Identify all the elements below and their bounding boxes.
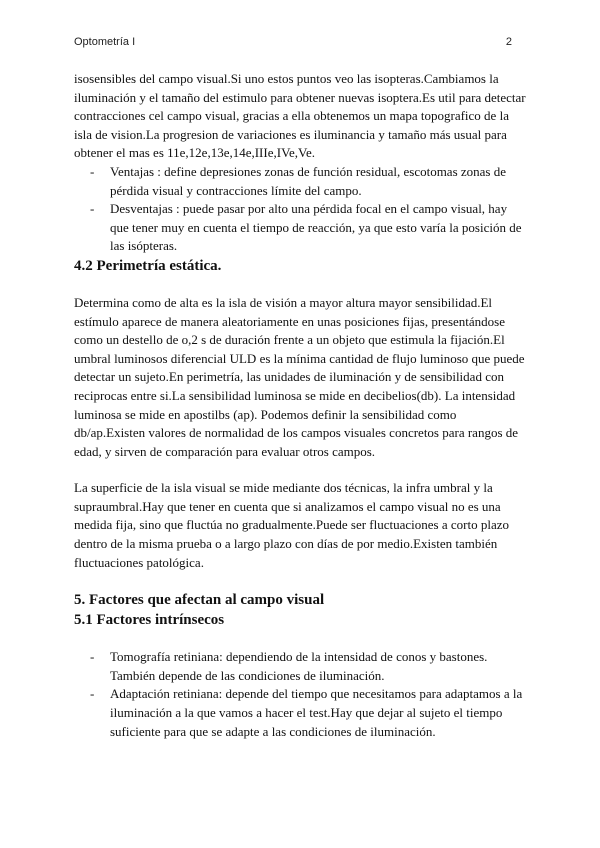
list-item: [90, 685, 528, 741]
spacer: [74, 630, 528, 648]
static-perimetry-paragraph: Determina como de alta es la isla de visión a mayor altura mayor sensibilidad.El estímulo aparece de manera aleatoriamente en unas posiciones fijas, presentándose como un destello de o,2 s de duración frente a un objeto que estimula la fijación.El umbral luminosos diferencial ULD es la mínima cantidad de flujo luminoso que puede detectar un sujeto.En perimetría, las unidades de iluminación y de sensibilidad con reciprocas entre si.La sensibilidad luminosa se mide en decibelios(db). La intensidad luminosa se mide en apostilbs (ap). Podemos definir la sensibilidad como db/ap.Existen valores de normalidad de los campos visuales concretos para rangos de edad, y sirven de comparación para evaluar otros campos.: [74, 294, 525, 459]
document-body: [74, 70, 528, 741]
page-header: [74, 36, 512, 50]
list-bullet: -: [90, 163, 95, 179]
section-heading-5: 5. Factores que afectan al campo visual: [74, 592, 325, 609]
list-item-text: Adaptación retiniana: depende del tiempo que necesitamos para adaptamos a la iluminación a la que vamos a hacer el test.Hay que dejar al sujeto el tiempo suficiente para que se adapte a las condiciones de iluminación.: [110, 686, 523, 739]
intrinsic-factors-list: [74, 648, 528, 741]
list-bullet: -: [90, 649, 95, 665]
visual-island-paragraph: La superficie de la isla visual se mide mediante dos técnicas, la infra umbral y la supraumbral.Hay que tener en cuenta que si analizamos el campo visual no es una medida fija, sino que fluctúa no gradualmente.Puede ser fluctuaciones a corto plazo dentro de la misma prueba o a largo plazo con días de por medio.Existen también fluctuaciones patológica.: [74, 480, 509, 570]
page-number: 2: [505, 36, 512, 48]
spacer: [74, 572, 528, 590]
spacer: [74, 276, 528, 294]
intro-paragraph: isosensibles del campo visual.Si uno estos puntos veo las isopteras.Cambiamos la iluminación y el tamaño del estimulo para obtener nuevas isoptera.Es util para detectar contracciones cel campo visual, gracias a ella obtenemos un mapa topografico de la isla de vision.La progresion de variaciones es iluminancia y tamaño más usual para obtener el mas es 11e,12e,13e,14e,IIIe,IVe,Ve.: [74, 71, 526, 161]
section-heading-4-2: 4.2 Perimetría estática.: [74, 257, 222, 274]
document-title: Optometría I: [74, 36, 136, 48]
section-heading-5-1: 5.1 Factores intrínsecos: [74, 612, 225, 629]
list-item-text: Tomografía retiniana: dependiendo de la intensidad de conos y bastones. También depende de las condiciones de iluminación.: [110, 649, 488, 683]
list-bullet: -: [90, 201, 95, 217]
list-item: [90, 200, 528, 256]
list-item: [90, 163, 528, 200]
list-item: [90, 648, 528, 685]
list-item-text: Ventajas : define depresiones zonas de función residual, escotomas zonas de pérdida visual y contracciones límite del campo.: [110, 163, 507, 198]
list-bullet: -: [90, 686, 95, 702]
list-item-text: Desventajas : puede pasar por alto una pérdida focal en el campo visual, hay que tener muy en cuenta el tiempo de reacción, ya que esto varía la posición de las isópteras.: [110, 201, 522, 254]
advantages-list: [74, 163, 528, 256]
spacer: [74, 461, 528, 479]
